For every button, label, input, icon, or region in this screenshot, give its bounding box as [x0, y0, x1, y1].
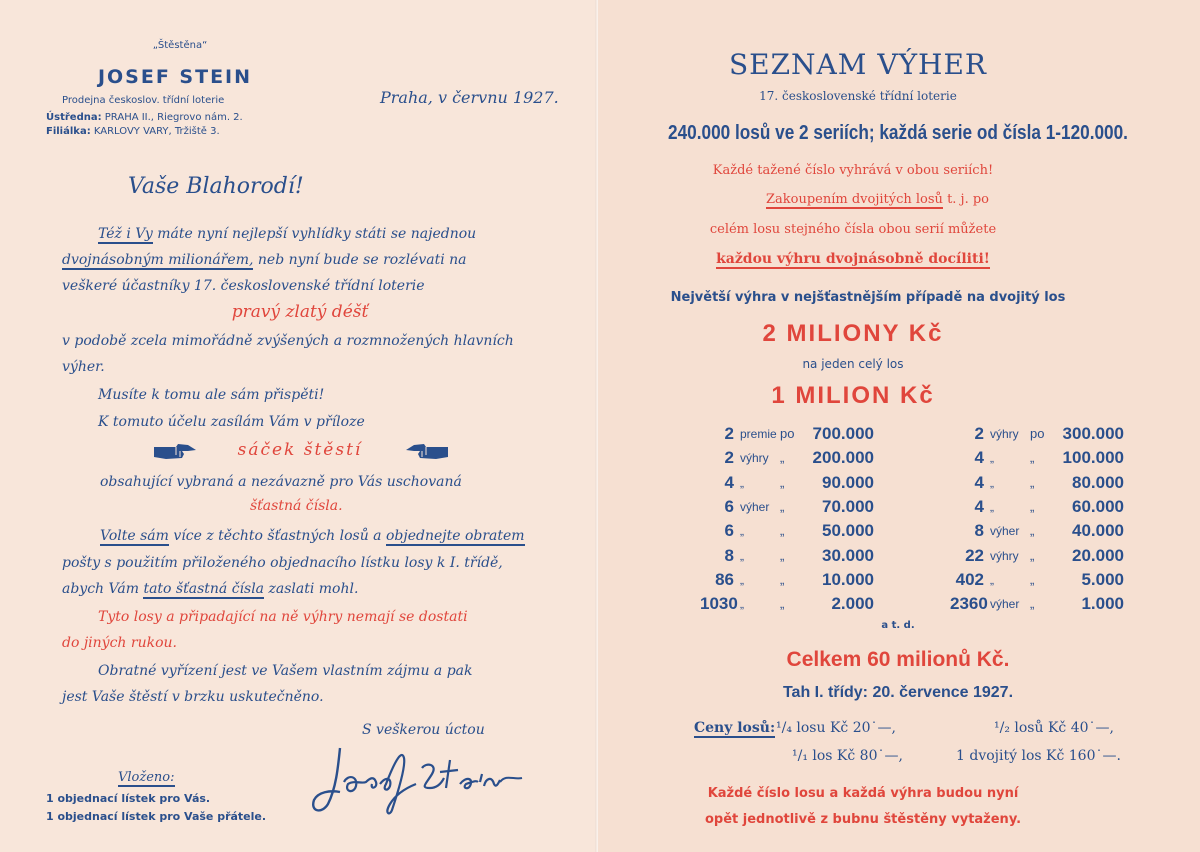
prize-count: 4: [974, 496, 984, 516]
prize-word: „: [740, 597, 744, 612]
prize-ditto: „: [1030, 523, 1035, 539]
prize-amount: 30.000: [822, 545, 874, 565]
prize-row: [950, 594, 1190, 616]
notice-line2: Zakoupením dvojitých losů t. j. po: [766, 192, 990, 207]
letter-page: [0, 0, 598, 852]
prize-count: 8: [724, 545, 734, 565]
series-info: 240.000 losů ve 2 seriích; každá serie od čísla 1-120.000.: [668, 122, 1128, 144]
draw-date: Tah I. třídy: 20. července 1927.: [782, 684, 1014, 701]
paragraph-7-line2: do jiných rukou.: [62, 635, 177, 651]
notice-line3: celém losu stejného čísla obou serií můžete: [709, 222, 997, 237]
prize-amount: 100.000: [1062, 448, 1124, 468]
total-prizes: Celkem 60 milionů Kč.: [786, 648, 1010, 671]
prize-row: [950, 473, 1190, 495]
paragraph-6-line2: pošty s použitím přiloženého objednacího lístku losy k I. třídě,: [62, 555, 503, 571]
prize-ditto: „: [780, 596, 785, 612]
pointing-hand-left-icon: [404, 442, 450, 462]
prize-amount: 2.000: [831, 594, 874, 614]
big-prize-single: 1 MILION Kč: [771, 382, 935, 409]
prize-amount: 80.000: [1072, 472, 1124, 492]
prize-amount: 70.000: [822, 496, 874, 516]
prize-row: [700, 424, 940, 446]
enclosed-item-2: 1 objednací lístek pro Vaše přátele.: [46, 810, 267, 823]
prize-ditto: „: [1030, 498, 1035, 514]
prize-word: „: [990, 451, 994, 466]
prize-amount: 300.000: [1062, 424, 1124, 443]
single-ticket-text: na jeden celý los: [802, 357, 904, 371]
lucky-bag: sáček štěstí: [237, 440, 363, 460]
prize-ditto: po: [780, 426, 795, 441]
prize-word: premie: [740, 427, 777, 441]
prize-row: [950, 546, 1190, 568]
prize-row: [950, 570, 1190, 592]
prize-amount: 20.000: [1072, 545, 1124, 565]
prize-word: „: [740, 475, 744, 490]
paragraph-6-line3: abych Vám tato šťastná čísla zaslati mohl.: [62, 581, 359, 597]
notice-line4: každou výhru dvojnásobně docíliti!: [716, 251, 990, 267]
price-half: ¹/₂ losů Kč 40˙—,: [994, 720, 1114, 736]
prize-word: „: [740, 548, 744, 563]
paragraph-1-line2: dvojnásobným milionářem, neb nyní bude se rozlévati na: [62, 252, 467, 268]
prize-count: 6: [724, 496, 734, 516]
prize-word: výher: [990, 524, 1020, 539]
prize-row: [700, 570, 940, 592]
prize-word: výhry: [740, 451, 769, 466]
list-title: SEZNAM VÝHER: [728, 48, 987, 81]
closing: S veškerou úctou: [362, 722, 485, 738]
prize-word: „: [990, 475, 994, 490]
prize-word: „: [990, 572, 994, 587]
prize-count: 4: [724, 472, 734, 492]
paragraph-2-line2: výher.: [62, 359, 105, 375]
salutation: Vaše Blahorodí!: [128, 174, 304, 199]
price-whole: ¹/₁ los Kč 80˙—,: [792, 748, 903, 764]
paragraph-2-line1: v podobě zcela mimořádně zvýšených a rozmnožených hlavních: [62, 333, 514, 349]
prize-count: 2: [974, 424, 984, 443]
prize-list-page: [598, 0, 1200, 852]
pointing-hand-right-icon: [152, 442, 198, 462]
prize-row: [950, 424, 1190, 446]
prize-amount: 1.000: [1081, 594, 1124, 614]
paragraph-1-line1: Též i Vy máte nyní nejlepší vyhlídky státi se najednou: [98, 226, 477, 242]
prize-amount: 50.000: [822, 521, 874, 541]
prize-amount: 60.000: [1072, 496, 1124, 516]
prize-count: 4: [974, 448, 984, 468]
prize-amount: 200.000: [812, 448, 874, 468]
prize-ditto: po: [1030, 426, 1045, 441]
prize-amount: 5.000: [1081, 569, 1124, 589]
company-line1: Prodejna českoslov. třídní loterie: [62, 95, 225, 106]
prize-ditto: „: [780, 547, 785, 563]
enclosed-item-1: 1 objednací lístek pro Vás.: [46, 792, 211, 805]
prize-ditto: „: [780, 450, 785, 466]
company-address-branch: Filiálka: KARLOVY VARY, Tržiště 3.: [46, 126, 220, 137]
paragraph-6-line1: Volte sám více z těchto šťastných losů a objednejte obratem: [100, 528, 525, 544]
prize-amount: 700.000: [812, 424, 874, 443]
prize-ditto: „: [780, 474, 785, 490]
prize-row: [700, 546, 940, 568]
prize-count: 86: [715, 569, 734, 589]
prize-row: [950, 448, 1190, 470]
prize-count: 402: [955, 569, 984, 589]
prize-word: „: [740, 572, 744, 587]
price-double: 1 dvojitý los Kč 160˙—.: [956, 748, 1121, 764]
company-address-main: Ústředna: PRAHA II., Riegrovo nám. 2.: [46, 112, 243, 123]
price-quarter: ¹/₄ losu Kč 20˙—,: [776, 720, 896, 736]
prize-row: [700, 448, 940, 470]
prize-row: [950, 497, 1190, 519]
letter-date: Praha, v červnu 1927.: [380, 88, 559, 107]
biggest-prize-text: Největší výhra v nejšťastnějším případě na dvojitý los: [670, 290, 1066, 305]
prize-word: výher: [740, 499, 770, 514]
prize-row: [700, 473, 940, 495]
prices-label: Ceny losů:: [694, 720, 776, 736]
prize-count: 1030: [700, 594, 738, 614]
prize-word: „: [990, 499, 994, 514]
prize-word: „: [740, 524, 744, 539]
prize-amount: 40.000: [1072, 521, 1124, 541]
enclosed-title: Vloženo:: [118, 770, 175, 785]
prize-ditto: „: [1030, 474, 1035, 490]
paragraph-5-line1: obsahující vybraná a nezávazně pro Vás uschovaná: [100, 474, 462, 490]
prize-count: 22: [965, 545, 984, 565]
paragraph-8-line1: Obratné vyřízení jest ve Vašem vlastním zájmu a pak: [98, 663, 473, 679]
prize-amount: 10.000: [822, 569, 874, 589]
prize-word: výhry: [990, 427, 1019, 441]
company-name: JOSEF STEIN: [97, 66, 253, 88]
prize-ditto: „: [780, 498, 785, 514]
paragraph-4: K tomuto účelu zasílám Vám v příloze: [98, 414, 365, 430]
big-prize-double: 2 MILIONY Kč: [762, 320, 944, 347]
prize-count: 6: [724, 521, 734, 541]
paragraph-8-line2: jest Vaše štěstí v brzku uskutečněno.: [62, 689, 324, 705]
prize-row: [950, 521, 1190, 543]
prize-ditto: „: [1030, 450, 1035, 466]
paragraph-1-line3: veškeré účastníky 17. československé třídní loterie: [62, 278, 425, 294]
prize-row: [700, 594, 940, 616]
signature: [300, 738, 540, 822]
prize-row: [700, 521, 940, 543]
prize-count: 8: [974, 521, 984, 541]
prize-count: 2360: [950, 594, 988, 614]
prize-count: 2: [724, 424, 734, 443]
golden-rain: pravý zlatý déšť: [231, 302, 369, 322]
paragraph-7-line1: Tyto losy a připadající na ně výhry nemají se dostati: [98, 609, 468, 625]
prize-ditto: „: [780, 571, 785, 587]
paragraph-3: Musíte k tomu ale sám přispěti!: [98, 387, 325, 403]
notice-line1: Každé tažené číslo vyhrává v obou seriích!: [712, 163, 994, 178]
prize-ditto: „: [1030, 596, 1035, 612]
prize-count: 4: [974, 472, 984, 492]
prize-row: [700, 497, 940, 519]
etcetera: a t. d.: [881, 620, 915, 631]
brand-quote: „Štěstěna“: [152, 40, 208, 51]
prize-count: 2: [724, 448, 734, 468]
prize-ditto: „: [1030, 547, 1035, 563]
footer-line1: Každé číslo losu a každá výhra budou nyní: [707, 786, 1019, 801]
paragraph-5-line2: šťastná čísla.: [250, 498, 343, 514]
prize-ditto: „: [780, 523, 785, 539]
prize-word: výhry: [990, 548, 1019, 563]
list-subtitle: 17. československé třídní loterie: [759, 89, 957, 103]
prize-word: výher: [990, 597, 1020, 612]
footer-line2: opět jednotlivě z bubnu štěstěny vytaženy.: [704, 812, 1022, 827]
prize-amount: 90.000: [822, 472, 874, 492]
prize-ditto: „: [1030, 571, 1035, 587]
